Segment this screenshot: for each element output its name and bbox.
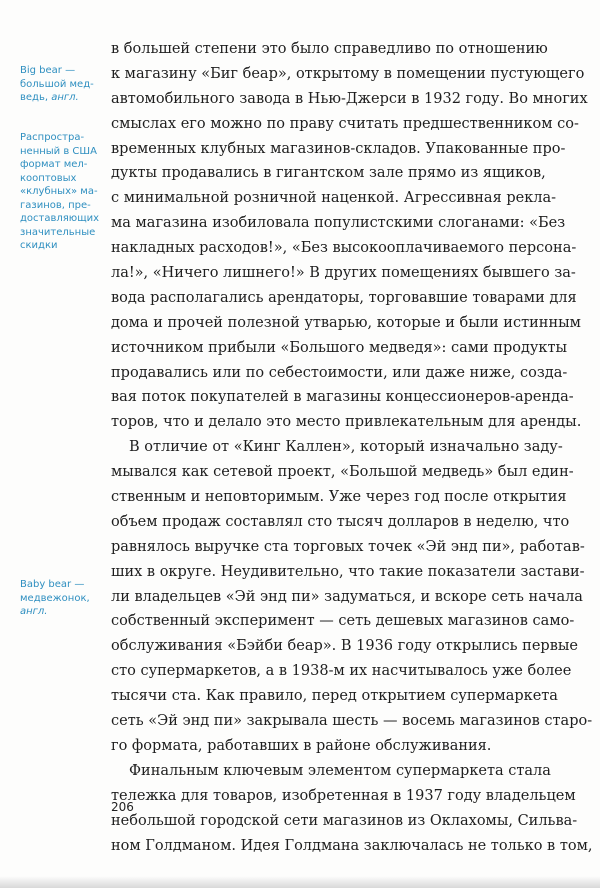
text-line: объем продаж составлял сто тысяч долларов в неделю, что (111, 513, 570, 530)
text-line: вая поток покупателей в магазины концессионеров-арендa- (111, 389, 574, 406)
text-line: обслуживания «Бэйби беар». В 1936 году открылись первые (111, 638, 578, 655)
text-line: тысячи ста. Как правило, перед открытием супермаркета (111, 688, 558, 705)
text-line: ма магазина изобиловала популистскими слоганами: «Без (111, 215, 566, 232)
note-line: значительные (20, 226, 96, 238)
text-line: собственный эксперимент — сеть дешевых магазинов само- (111, 613, 575, 630)
note-line: ведь, англ. (20, 92, 79, 103)
note-line: Baby bear — (20, 579, 85, 590)
text-line: к магазину «Биг беар», открытому в помещении пустующего (111, 65, 585, 82)
margin-note-big-bear (20, 64, 100, 105)
text-line: В отличие от «Кинг Каллен», который изначально заду- (129, 439, 563, 456)
note-line: газинов, пре- (20, 199, 91, 211)
text-line: вода располагались арендаторы, торговавшие товарами для (111, 289, 577, 306)
note-line: скидки (20, 240, 58, 251)
text-line: равнялось выручке ста торговых точек «Эй энд пи», работав- (111, 538, 585, 555)
note-line: кооптовых (20, 172, 77, 184)
text-line: ших в округе. Неудивительно, что такие показатели застави- (111, 563, 585, 580)
text-line: торов, что и делало это место привлекательным для аренды. (111, 414, 582, 431)
text-line: ном Голдманом. Идея Голдмана заключалась не только в том, (111, 837, 593, 854)
margin-note-baby-bear (20, 578, 100, 619)
margin-note-club-stores (20, 131, 100, 253)
note-line: медвежонок, (20, 592, 90, 604)
text-line: дукты продавались в гигантском зале прямо из ящиков, (111, 165, 546, 182)
note-line: Big bear — (20, 65, 76, 76)
note-line: Распростра- (20, 132, 85, 143)
page-bottom-edge (0, 876, 600, 888)
note-lang: англ. (20, 606, 48, 617)
text-line: Финальным ключевым элементом супермаркета стала (129, 762, 551, 779)
text-line: ственным и неповторимым. Уже через год после открытия (111, 489, 567, 506)
text-line: источником прибыли «Большого медведя»: сами продукты (111, 339, 568, 356)
note-line: формат мел- (20, 159, 88, 170)
body-text (111, 37, 593, 858)
note-line: большой мед- (20, 78, 94, 90)
text-line: ли владельцев «Эй энд пи» задуматься, и вскоре сеть начала (111, 588, 583, 605)
text-line: небольшой городской сети магазинов из Оклахомы, Сильва- (111, 812, 578, 829)
text-line: продавались или по себестоимости, или даже ниже, созда- (111, 364, 568, 381)
text-line: с минимальной розничной наценкой. Агрессивная рекла- (111, 190, 557, 207)
text-line: автомобильного завода в Нью-Джерси в 1932 году. Во многих (111, 90, 588, 107)
note-line: доставляющих (20, 213, 100, 224)
note-lang: англ. (51, 92, 79, 103)
note-line: ненный в США (20, 145, 97, 157)
text-line: временных клубных магазинов-складов. Упакованные про- (111, 140, 566, 157)
note-line: «клубных» ма- (20, 186, 98, 197)
text-line: сеть «Эй энд пи» закрывала шесть — восемь магазинов старо- (111, 713, 593, 730)
text-line: ла!», «Ничего лишнего!» В других помещениях бывшего за- (111, 265, 576, 282)
text-line: го формата, работавших в районе обслуживания. (111, 737, 492, 754)
text-line: дома и прочей полезной утварью, которые и были истинным (111, 314, 581, 331)
text-line: тележка для товаров, изобретенная в 1937 году владельцем (111, 787, 576, 804)
text-line: в большей степени это было справедливо по отношению (111, 41, 548, 57)
page-number: 206 (111, 800, 134, 814)
text-line: накладных расходов!», «Без высокооплачиваемого персона- (111, 240, 577, 257)
text-line: смыслах его можно по праву считать предшественником со- (111, 115, 579, 132)
text-line: сто супермаркетов, а в 1938-м их насчитывалось уже более (111, 663, 572, 680)
text-line: мывался как сетевой проект, «Большой медведь» был един- (111, 464, 574, 481)
